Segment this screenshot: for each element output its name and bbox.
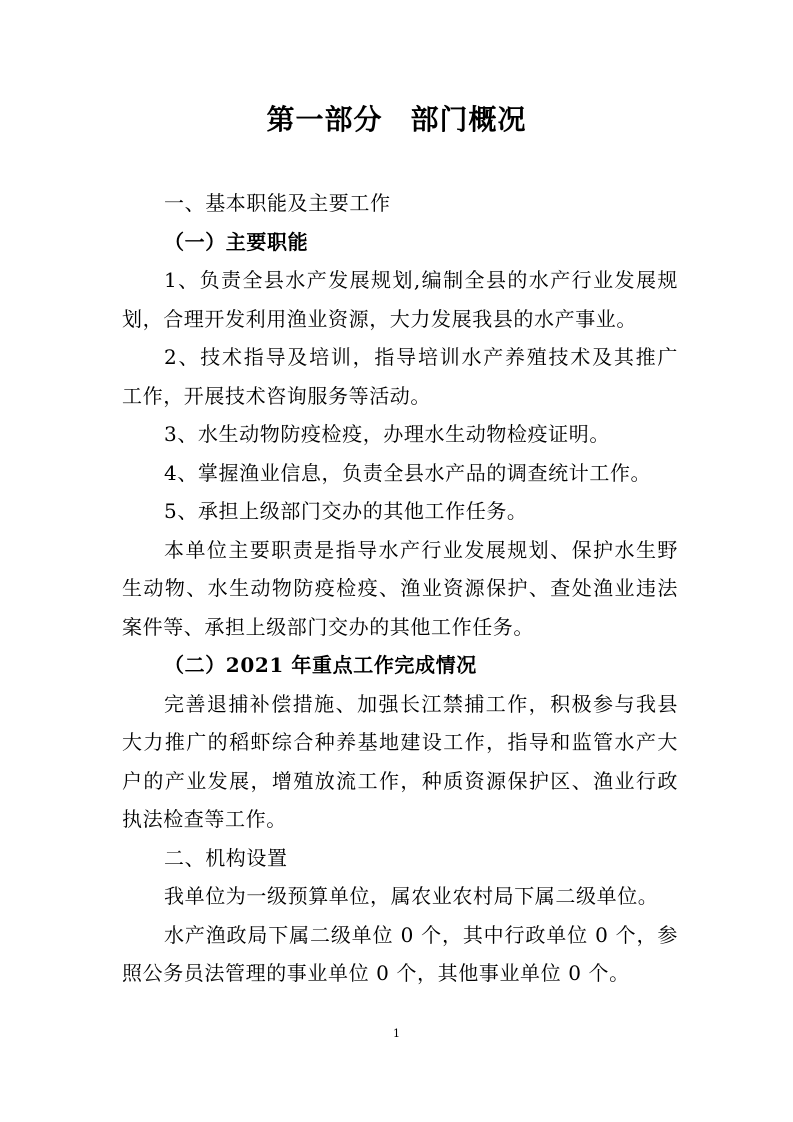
- page-number: 1: [393, 1027, 400, 1040]
- paragraph-budget-unit: 我单位为一级预算单位，属农业农村局下属二级单位。: [164, 884, 659, 908]
- paragraph-function-1: [122, 261, 678, 338]
- subsection-heading-key-work: （二）2021 年重点工作完成情况: [164, 653, 477, 677]
- paragraph-line: 本单位主要职责是指导水产行业发展规划、保护水生野: [164, 537, 678, 562]
- paragraph-line: 完善退捕补偿措施、加强长江禁捕工作，积极参与我县: [164, 691, 678, 716]
- paragraph-line: 大力推广的稻虾综合种养基地建设工作，指导和监管水产大: [122, 730, 678, 754]
- paragraph-line: 户的产业发展，增殖放流工作，种质资源保护区、渔业行政: [122, 768, 678, 793]
- section-heading-organization: 二、机构设置: [164, 845, 288, 870]
- title-part: 第一部分: [266, 103, 383, 136]
- paragraph-function-2: [122, 338, 678, 415]
- paragraph-line: 生动物、水生动物防疫检疫、渔业资源保护、查处渔业违法: [122, 576, 678, 600]
- subsection-heading-main-functions: （一）主要职能: [164, 229, 309, 254]
- paragraph-line: 照公务员法管理的事业单位 0 个，其他事业单位 0 个。: [122, 961, 630, 985]
- section-heading-basic-functions: 一、基本职能及主要工作: [164, 191, 391, 215]
- paragraph-function-4: 4、掌握渔业信息，负责全县水产品的调查统计工作。: [164, 460, 652, 485]
- paragraph-line: 执法检查等工作。: [122, 807, 287, 831]
- title-name: 部门概况: [410, 103, 527, 136]
- paragraph-line: 2、技术指导及培训，指导培训水产养殖技术及其推广: [164, 345, 678, 369]
- paragraph-key-work: [122, 685, 678, 839]
- paragraph-line: 工作，开展技术咨询服务等活动。: [122, 383, 431, 408]
- paragraph-subordinate-units: [122, 916, 678, 993]
- paragraph-line: 1、负责全县水产发展规划,编制全县的水产行业发展规: [164, 268, 678, 292]
- paragraph-function-3: 3、水生动物防疫检疫，办理水生动物检疫证明。: [164, 422, 610, 446]
- paragraph-line: 案件等、承担上级部门交办的其他工作任务。: [122, 614, 534, 639]
- paragraph-function-5: 5、承担上级部门交办的其他工作任务。: [164, 499, 528, 523]
- page-title: [0, 100, 793, 140]
- paragraph-line: 划，合理开发利用渔业资源，大力发展我县的水产事业。: [122, 306, 637, 331]
- document-body: [122, 184, 678, 993]
- paragraph-line: 水产渔政局下属二级单位 0 个，其中行政单位 0 个，参: [164, 922, 678, 947]
- paragraph-main-duties: [122, 531, 678, 647]
